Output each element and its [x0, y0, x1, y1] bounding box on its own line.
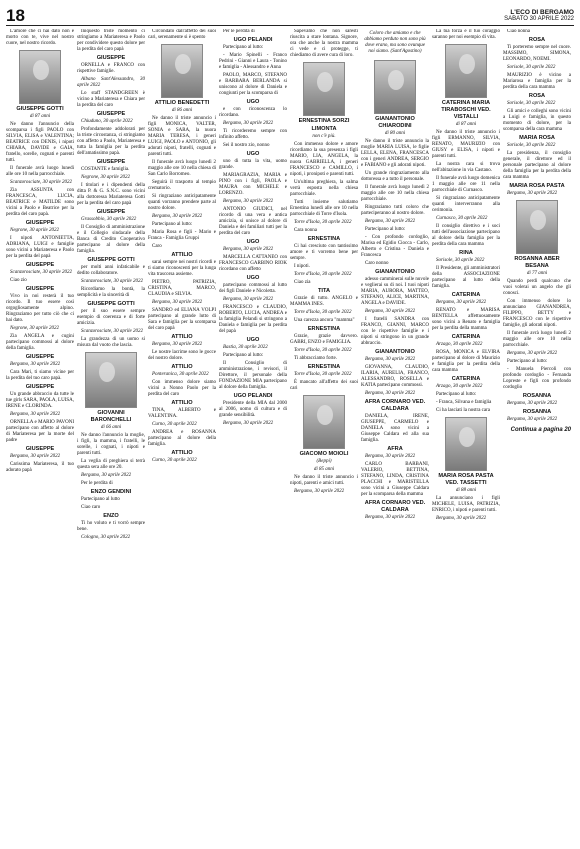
notice-text: Ti ricorderemo sempre con infinito affetto.: [219, 129, 287, 140]
notice-text: Il Presidente, gli amministratori della ASSOCIAZIONE partecipano al lutto della famiglia.: [432, 266, 500, 289]
notice-text: ANTONIO GIUDICI, nel ricordo di una vera e antica amicizia, si unisce al dolore di Daniela e dei familiari tutti per la perdita del caro: [219, 207, 287, 236]
deceased-name: AFRA: [387, 446, 403, 452]
place-date: Torre d'Isola, 30 aprile 2022: [294, 310, 352, 315]
deceased-name: GIUSEPPE: [25, 354, 55, 360]
portrait-photo: [19, 50, 61, 104]
deceased-name: GIOVANNI BARONCHELLI: [90, 410, 132, 423]
notice-text: Grazie, grazie davvero. GABRI, ENZO e FAMIGLIA.: [290, 334, 358, 345]
deceased-name: ROSANNA: [522, 409, 552, 415]
place-date: Negrone, 30 aprile 2022: [10, 228, 59, 233]
deceased-name: GIUSEPPE: [25, 446, 55, 452]
notice-text: uno di tutta la vita, uomo grande.: [219, 159, 287, 170]
deceased-name: GIANANTONIO CHIARODINI: [375, 116, 415, 129]
place-date: Sorisole, 30 aprile 2022: [507, 65, 556, 70]
place-date: Torre d'Isola, 30 aprile 2022: [294, 372, 352, 377]
deceased-name: ATTILIO: [171, 252, 193, 258]
place-date: Bergamo, 30 aprile 2022: [436, 300, 487, 305]
place-date: Torre d'Isola, 30 aprile 2022: [294, 272, 352, 277]
notice-text: La grandezza di un uomo si misura dal vuoto che lascia.: [77, 337, 145, 348]
deceased-name: GIUSEPPE: [96, 159, 126, 165]
place-date: Bergamo, 30 aprile 2022: [507, 191, 558, 196]
notice-text: Ciao caro: [81, 505, 101, 510]
notice-text: Seguirà il trasporto al tempio crematorio.: [148, 180, 216, 191]
age-note: di 86 anni: [171, 108, 193, 113]
deceased-name: ERNESTINA: [307, 236, 341, 242]
notice-text: La presidenza, il consiglio generale, il direttore ed il personale partecipano al dolore della famiglia per la perdita della cara mamma: [503, 151, 571, 180]
notice-text: Con immenso dolore siamo vicini a Nonno Paolo per la perdita del caro: [148, 380, 216, 397]
age-note: di 87 anni: [29, 114, 51, 119]
notice-text: - Manuela Piercoli con profondo cordoglio - Fernanda Lopreste e figli con profondo cordoglio: [503, 367, 571, 390]
deceased-name: GIUSEPPE: [96, 111, 126, 117]
deceased-name: UGO: [246, 337, 260, 343]
place-date: Cologno, 30 aprile 2022: [81, 535, 131, 540]
notice-text: Le nostre lacrime sono le gocce del nostro dolore.: [148, 350, 216, 361]
notice-text: GIOVANNA, CLAUDIO, ILARIA, AURELIA, FRANCO, ALESSANDRO, ROSELLA e KATIA partecipano commossi.: [361, 365, 429, 388]
place-date: Bergamo, 30 aprile 2022: [507, 417, 558, 422]
notice-text: Ti ho voluto e ti vorrò sempre bene.: [77, 521, 145, 532]
deceased-name: CATERINA: [451, 376, 481, 382]
place-date: Negrone, 30 aprile 2022: [10, 326, 59, 331]
notice-text: CARLO BARBANI, VALERIO, BETTINA, STEFANO, LINDA, CRISTINA PLACCHI e MARISTELLA sono vicini a Giuseppe Caldara per la scomparsa della mamma: [361, 462, 429, 497]
notice-text: Cara nonna: [294, 228, 317, 233]
portrait-photo: [303, 395, 345, 449]
deceased-name: GIUSEPPE GOTTI: [87, 301, 135, 307]
notice-text: Quando perdi qualcuno che vuoi volerai un angelo che gli conosci.: [503, 279, 571, 296]
notice-text: Con immenso dolore lo annunciano GIANANDREA, FILIPPO, BETTY e FRANCESCO con le rispettive famiglie, gli adorati nipoti.: [503, 299, 571, 328]
deceased-name: GIUSEPPE GOTTI: [16, 106, 64, 112]
deceased-name: ENZO GENDINI: [90, 489, 132, 495]
place-date: Torre d'Isola, 30 aprile 2022: [294, 348, 352, 353]
notice-text: ROSA, MONICA e ELVIRA partecipano al dolore di Maurizio e famiglia per la perdita della cara mamma: [432, 350, 500, 373]
deceased-name: ERNESTINA SORZI: [298, 118, 350, 124]
place-date: Bergamo, 30 aprile 2022: [152, 214, 203, 219]
notice-text: Ciao zio: [10, 278, 27, 283]
place-date: Bergamo, 30 aprile 2022: [223, 421, 274, 426]
notice-text: Sapevamo che non saresti riuscita a stare lontana. Signore, ora che anche la nostra mamma ci vede e ci protegge, ti chiediamo di avere cura di loro.: [290, 29, 358, 58]
notice-text: Partecipano al lutto:: [436, 392, 477, 397]
place-date: Bergamo, 30 aprile 2022: [10, 412, 61, 417]
column-3: [148, 29, 216, 844]
place-date: Bergamo, 30 aprile 2022: [10, 362, 61, 367]
page-header: [6, 4, 574, 26]
notice-text: È mancato all'affetto dei suoi cari: [290, 380, 358, 391]
place-date: Albano Sant'Alessandro, 30 aprile 2022: [77, 77, 145, 88]
place-date: Bergamo, 30 aprile 2022: [507, 351, 558, 356]
deceased-name: AFRA CORNARO VED. CALDARA: [364, 500, 426, 513]
notice-text: Il Consiglio di amministrazione, i revisori, il Direttore, il personale della FONDAZIONE MIA partecipano al dolore della famiglia.: [219, 361, 287, 390]
notice-text: PAOLO, MARCO, STEFANO e BARBARA BERLANDA si uniscono al dolore di Daniela e congiunti per la scomparsa di: [219, 73, 287, 96]
notice-text: Zia ANGELA e cugini partecipano commossi al dolore della famiglia.: [6, 334, 74, 351]
notice-text: Ci hai cresciuto con tantissimo amore e ti vorremo bene per sempre.: [290, 244, 358, 261]
notice-text: Una carezza ancora "mamma": [294, 318, 355, 323]
notice-text: Per le perdita di: [223, 29, 255, 34]
notice-text: Il funerale avrà luogo lunedì 2 maggio alle ore 10 nella chiesa parrocchiale.: [361, 185, 429, 202]
deceased-name: UGO PELANDI: [233, 393, 273, 399]
place-date: Bergamo, 30 aprile 2022: [294, 489, 345, 494]
notice-text: SANDRO ed ELIANA VOLPI partecipano al grande lutto di Sara e famiglia per la scomparsa del caro papà: [148, 308, 216, 331]
place-date: Sorisole, 30 aprile 2022: [507, 143, 556, 148]
notice-text: e con riconoscenza lo ricordano.: [219, 107, 287, 118]
deceased-name: GIUSEPPE: [25, 286, 55, 292]
deceased-name: LIMONTA: [311, 126, 337, 132]
notice-text: I nipoti.: [294, 264, 310, 269]
place-date: Arzago, 30 aprile 2022: [436, 384, 483, 389]
notice-text: Partecipano al lutto: [81, 497, 120, 502]
notice-text: Partecipano al lutto:: [223, 353, 264, 358]
notice-text: Partecipano al lutto:: [223, 45, 264, 50]
place-date: Bergamo, 30 aprile 2022: [152, 342, 203, 347]
notice-text: Il consiglio direttivo e i soci tutti dell'associazione partecipano al dolore della famiglia per la perdita della cara mamma: [432, 224, 500, 247]
notice-text: adesso camminerai sulle nuvole e veglierai su di noi. I tuoi nipoti MARIA, AURORA, MATTEO, STEFANO, ALICE, MARTINA, ANGELA e DAVIDE.: [361, 277, 429, 306]
deceased-name: ATTILIO BENEDETTI: [154, 100, 210, 106]
deceased-name: GIUSEPPE: [25, 384, 55, 390]
notice-text: Per le perdita di: [81, 481, 113, 486]
notice-text: MAURIZIO è vicino a Mariarosa e famiglia per la perdita della cara mamma: [503, 73, 571, 90]
notice-text: sarai sempre nei nostri ricordi e ti siamo riconoscenti per la lunga vita trascorsa assieme.: [148, 260, 216, 277]
notice-text: MARCELLA CATTANEO con FRANCESCO GARBINO RIOK ricordano con affetto: [219, 255, 287, 272]
place-date: Bergamo, 30 aprile 2022: [223, 199, 274, 204]
deceased-name: MARIA ROSA PASTA VED. TASSETTI: [438, 473, 494, 486]
place-date: Bergamo, 30 aprile 2022: [223, 297, 274, 302]
place-date: Bergamo, 30 aprile 2022: [152, 300, 203, 305]
column-1: [6, 29, 74, 844]
notice-text: Partecipano al lutto:: [152, 222, 193, 227]
deceased-name: GIANANTONIO: [375, 269, 415, 275]
place-date: Curno, 30 aprile 2022: [152, 458, 197, 463]
place-date: Scanzorosciate, 30 aprile 2022: [81, 279, 144, 284]
notice-text: Ti abbracciamo forte.: [294, 356, 337, 361]
place-date: Torre d'Isola, 30 aprile 2022: [294, 220, 352, 225]
place-date: Bergamo, 30 aprile 2022: [365, 309, 416, 314]
place-date: Bergamo, 30 aprile 2022: [365, 454, 416, 459]
deceased-name: GIUSEPPE: [25, 262, 55, 268]
notice-text: Si ringraziano anticipatamente quanti interverranno alla cerimonia.: [432, 196, 500, 213]
notice-text: Il funerale avrà luogo lunedì 2 maggio alle ore 10 nella parrocchiale.: [503, 331, 571, 348]
portrait-photo: [161, 44, 203, 98]
notice-text: Ne danno il triste annuncio i figli MONICA, VALTER, SONIA e SARA, la nuora MARIA TERESA, i generi LUIGI, PAOLO e ANTONIO, gli adorati nipoti, fratelli, cognati e parenti tutti.: [148, 116, 216, 157]
place-date: Curno, 30 aprile 2022: [152, 422, 197, 427]
notice-text: Gli amici e colleghi sono vicini a Luigi e famiglia, in questo momento di dolore, per la scomparsa della cara mamma: [503, 109, 571, 132]
notice-text: I fratelli SANDRA con FRANCO, GIANNI, MARCO con le rispettive famiglie e i nipoti si stringono in un grande abbraccio.: [361, 317, 429, 346]
portrait-photo: [445, 44, 487, 98]
deceased-name: ROSA: [528, 37, 546, 43]
notice-text: Il funerale avrà luogo lunedì alle ore 10 nella parrocchiale.: [6, 166, 74, 177]
notice-text: I titolari e i dipendenti della ditta P. & G. S.N.C. sono vicini alla dottoressa Mariateresa Gotti per la perdita del caro papà: [77, 183, 145, 206]
notice-text: Il funerale avrà luogo domenica 1 maggio alle ore 11 nella parrocchiale di Curnasco.: [432, 176, 500, 193]
notice-text: COSTANTE e famiglia.: [81, 167, 130, 172]
notice-text: - Con profondo cordoglio, Marisa ed Egidio Ciocca - Carlo, Alberto e Cristina - Daniela e Francesca: [361, 235, 429, 258]
portrait-photo: [374, 60, 416, 114]
deceased-name: ROSANNA: [522, 393, 552, 399]
age-note: di 66 anni: [100, 425, 122, 430]
notice-text: Caro: [152, 244, 162, 249]
age-note: di 77 anni: [526, 271, 548, 276]
notice-text: Cara Mari, ti siamo vicine per la perdita del tuo caro papà.: [6, 370, 74, 381]
notice-text: Il Consiglio di amministrazione e il Collegio sindacale della Banca di Credito Cooperativo partecipano al dolore della famiglia.: [77, 225, 145, 254]
deceased-name: UGO: [246, 239, 260, 245]
notice-text: TINA, ALBERTO e VALENTINA.: [148, 408, 216, 419]
deceased-name: CATERINA: [451, 292, 481, 298]
column-2: [77, 29, 145, 844]
notice-text: Grazie di tutto. ANGELO e MAMMA INES.: [290, 296, 358, 307]
column-7: [432, 29, 500, 844]
deceased-name: UGO: [246, 151, 260, 157]
deceased-name: UGO: [246, 99, 260, 105]
notice-text: ORNELLA e FRANCO con rispettive famiglie.: [77, 63, 145, 74]
deceased-name: ROSANNA ABER BESANA: [514, 256, 560, 269]
deceased-name: ROSA: [528, 93, 546, 99]
notice-text: per molti anni infaticabile e dedito collaboratore.: [77, 265, 145, 276]
column-5: [290, 29, 358, 844]
deceased-name: GIUSEPPE: [25, 220, 55, 226]
deceased-name: ATTILIO: [171, 334, 193, 340]
notice-text: Un'ultima preghiera, la salma verrà esposta nella chiesa parrocchiale.: [290, 180, 358, 197]
notice-text: Partecipano al lutto:: [507, 359, 548, 364]
notice-text: Presidente della MIA dal 2000 al 2006, uomo di cultura e di grande sensibilità.: [219, 401, 287, 418]
age-note: non c'è più.: [312, 134, 336, 139]
page-number: 18: [6, 6, 25, 25]
deceased-name: ATTILIO: [171, 400, 193, 406]
deceased-name: TITA: [317, 288, 330, 294]
masthead: [504, 9, 574, 25]
epigraph-quote: Coloro che amiamo e che abbiamo perduto non sono più dove erano, ma sono ovunque noi siamo. (Sant'Agostino): [364, 31, 426, 54]
notice-text: Ti porteremo sempre nel cuore. MASSIMO, SIMONA, LEONARDO, NOEMI.: [503, 45, 571, 62]
notice-text: Vivo in noi resterà il tuo ricordo. Il tuo essere così orgogliosamente alpino. Ringraziamo per tutto ciò che ci hai dato.: [6, 294, 74, 323]
notice-text: La annunciano i figli MICHELE, LUISA, PATRIZIA, ENRICO, i nipoti e parenti tutti.: [432, 496, 500, 513]
notice-text: Lo staff STANDGREEN è vicino a Mariateresa e Chiara per la perdita del caro: [77, 91, 145, 108]
notice-text: PIETRO, PATRIZIA, CRISTINA, MARCO, CLAUDIA e SILVIA.: [148, 280, 216, 297]
notice-text: Ne danno il triste annuncio i nipoti, parenti e amici tutti.: [290, 475, 358, 486]
notice-text: Con immenso dolore e amore ricordiamo la sua presenza i figli MARIO, LIA, ANGELA, la nuora GABRIELLA, i generi FRANCESCO e CAMILLO, i nipoti, i pronipoti e parenti tutti.: [290, 142, 358, 177]
issue-date: SABATO 30 APRILE 2022: [504, 16, 574, 22]
notice-text: Zia ASSUNTA con FRANCESCA, LUCIA, BEATRICE e MATILDE sono vicini a Paolo e Beatrice per la perdita del caro papà.: [6, 188, 74, 217]
notice-text: DANIELA, IRENE, GIUSEPPE, CARMELO e DANIELA sono vicini a Giuseppe Caldara ed alla sua famiglia.: [361, 414, 429, 443]
notice-text: Ne danno l'annuncio la moglie, i figli, la mamma, i fratelli, le sorelle, i cognati, i nipoti e parenti tutti.: [77, 433, 145, 456]
notice-text: Iniquesto triste momento ci stringiamo a Mariateresa e Paolo per condividere questo dolore per la perdita del caro papà: [77, 29, 145, 52]
place-date: Scanzorosciate, 30 aprile 2022: [81, 329, 144, 334]
age-note: di 88 anni: [455, 488, 477, 493]
place-date: Bergamo, 30 aprile 2022: [81, 473, 132, 478]
obituary-columns: [6, 26, 574, 844]
age-note: di 87 anni: [455, 122, 477, 127]
place-date: Sorisole, 30 aprile 2022: [436, 258, 485, 263]
notice-text: Ne danno il triste annuncio la moglie MARIA LUISA, le figlie LELLA, ELENA, FRANCESCA con i generi ANDREA, SERGIO e FABIANO e gli adorati nipoti.: [361, 139, 429, 168]
place-date: Bergamo, 30 aprile 2022: [436, 516, 487, 521]
deceased-name: GIUSEPPE: [96, 55, 126, 61]
notice-text: Ci ha lasciati la nostra cara: [436, 408, 491, 413]
deceased-name: RINA: [459, 250, 473, 256]
place-date: Bergamo, 30 aprile 2022: [365, 357, 416, 362]
deceased-name: ERNESTINA: [307, 326, 341, 332]
notice-text: I nipoti ANTONIETTA, ADRIANA, LUIGI e famiglie sono vicini a Mariateresa e Paolo per la perdita del papà: [6, 236, 74, 259]
notice-text: RENATO e MARISA BENTELLA affettuosamente sono vicini a Renato e famiglia per la perdita della mamma: [432, 308, 500, 331]
deceased-name: ATTILIO: [171, 450, 193, 456]
paper-name: L'ECO DI BERGAMO: [510, 9, 574, 16]
notice-text: Ringraziamo tutti coloro che parteciperanno al nostro dolore.: [361, 205, 429, 216]
notice-text: Un grande ringraziamento alla dottoressa e a tutto il personale.: [361, 171, 429, 182]
place-date: Bergamo, 30 aprile 2022: [507, 401, 558, 406]
deceased-name: ATTILIO: [171, 364, 193, 370]
deceased-name: ENZO: [103, 513, 119, 519]
notice-text: La tua forza e il tuo coraggio saranno per noi esempio di vita.: [432, 29, 500, 40]
place-date: Bastia, 30 aprile 2022: [223, 345, 268, 350]
place-date: Curnasco, 30 aprile 2022: [436, 216, 488, 221]
place-date: Negrone, 30 aprile 2022: [81, 175, 130, 180]
place-date: Bergamo, 30 aprile 2022: [223, 121, 274, 126]
continued-note: Continua a pagina 20: [510, 427, 571, 433]
age-note: (Beppi): [316, 459, 332, 464]
deceased-name: CATERINA: [451, 334, 481, 340]
column-8: [503, 29, 571, 844]
notice-text: partecipano commossi al lutto dei figli Daniele e Nicoletta.: [219, 283, 287, 294]
deceased-name: GIUSEPPE: [96, 209, 126, 215]
place-date: Bergamo, 30 aprile 2022: [365, 515, 416, 520]
place-date: Grassobbio, 30 aprile 2022: [81, 217, 137, 222]
place-date: Sorisole, 30 aprile 2022: [507, 101, 556, 106]
portrait-photo: [445, 417, 487, 471]
place-date: Bergamo, 30 aprile 2022: [10, 454, 61, 459]
age-note: di 80 anni: [384, 131, 406, 136]
deceased-name: GIUSEPPE GOTTI: [87, 257, 135, 263]
place-date: Scanzorosciate, 30 aprile 2022: [10, 270, 73, 275]
place-date: Bergamo, 30 aprile 2022: [223, 247, 274, 252]
notice-text: Circondato dall'affetto dei suoi cari, serenamente si è spento: [148, 29, 216, 40]
portrait-photo: [85, 352, 137, 408]
portrait-photo: [303, 62, 345, 116]
notice-text: La veglia di preghiera si terrà questa sera alle ore 20.: [77, 459, 145, 470]
notice-text: ANDREA e ROSANNA partecipano al dolore della famiglia.: [148, 430, 216, 447]
notice-text: Ne danno il triste annuncio i figli ERMANNO, SILVIA, RENATO, MAURIZIO con GIUSY e ELISA, i nipoti e parenti tutti.: [432, 130, 500, 159]
notice-text: Ciao zia: [294, 280, 311, 285]
deceased-name: UGO: [246, 275, 260, 281]
age-note: di 85 anni: [313, 467, 335, 472]
column-4: [219, 29, 287, 844]
notice-text: Ne danno l'annuncio della scomparsa i figli PAOLO con SILVIA, ELISA e VALENTINA; BEATRICE con DENIS, i nipoti CHIARA, DAVIDE e GAIA, fratello, sorelle, cognati e parenti tutti.: [6, 122, 74, 163]
deceased-name: GIACOMO MOIOLI: [299, 451, 349, 457]
place-date: Arzago, 30 aprile 2022: [436, 342, 483, 347]
notice-text: Si ringraziano anticipatamente quanti vorranno prendere parte al nostro dolore.: [148, 194, 216, 211]
notice-text: Partecipano al lutto:: [365, 227, 406, 232]
notice-text: Tutti insieme salutiamo Ernestina lunedì alle ore 10 nella parrocchiale di Torre d'Isola.: [290, 200, 358, 217]
deceased-name: GIANANTONIO: [375, 349, 415, 355]
place-date: Ponteranica, 30 aprile 2022: [152, 372, 209, 377]
notice-text: Ricordiamo la bontà, la semplicità e la sincerità di: [77, 287, 145, 298]
deceased-name: MARIA ROSA: [519, 135, 555, 141]
place-date: Scanzorosciate, 30 aprile 2022: [10, 180, 73, 185]
notice-text: MARIAGRAZIA, MARIA e PINO con i figli, PAOLA e MAURA con MICHELE e LORENZO.: [219, 173, 287, 196]
deceased-name: UGO PELANDI: [233, 37, 273, 43]
place-date: Chiuduno, 30 aprile 2022: [81, 119, 133, 124]
deceased-name: AFRA CORNARO VED. CALDARA: [364, 399, 426, 412]
notice-text: FRANCESCO e CLAUDIO, ROBERTO, LUCIA, ANDREA e la famiglia Pelandi si stringono a Daniela e famiglia per la perdita del papà: [219, 305, 287, 334]
notice-text: - Franca, Silvana e famiglia: [436, 400, 492, 405]
portrait-photo: [516, 200, 558, 254]
place-date: Bergamo, 30 aprile 2022: [365, 391, 416, 396]
notice-text: Ciao nonna: [507, 29, 530, 34]
notice-text: Profondamente addolorati per la triste circostanza, ci stringiamo con affetto a Paolo, Mariateresa e tutta la famiglia per la perdita dell'amatissimo papà.: [77, 127, 145, 156]
notice-text: Il funerale avrà luogo lunedì 2 maggio alle ore 10 nella chiesa di San Carlo Borromeo.: [148, 160, 216, 177]
column-6: [361, 29, 429, 844]
deceased-name: CATERINA MARIA TIRABOSCHI VED. VISTALLI: [441, 100, 491, 120]
notice-text: ORNELLA e MARIO PAVONI partecipano con affetto al dolore di Mariateresa per la morte del padre: [6, 420, 74, 443]
deceased-name: MARIA ROSA PASTA: [509, 183, 565, 189]
notice-text: Carissima Mariateresa, il tuo adorato papà: [6, 462, 74, 473]
notice-text: Sei il nostro zio, nonno: [223, 143, 270, 148]
notice-text: La nostra cara si trova nell'abitazione in via Castano.: [432, 162, 500, 173]
notice-text: - Mario Spinelli - Franco Pedrini - Gianni e Laura - Tonino e famiglia - Alessandro e Anna: [219, 53, 287, 70]
notice-text: Maria Rosa e figli - Mario e Franca - Famiglia Gruppi: [148, 230, 216, 241]
deceased-name: ERNESTINA: [307, 364, 341, 370]
notice-text: L'amore che ci hai dato non è morto con te, vive nel nostro cuore, nel nostro ricordo.: [6, 29, 74, 46]
place-date: Bergamo, 30 aprile 2022: [365, 219, 416, 224]
notice-text: Caro nonno: [365, 261, 389, 266]
notice-text: Un grande abbraccio da tutte le tue girls SARA, PAOLA, LUISA, IRENE e CLORINDA.: [6, 392, 74, 409]
notice-text: per il suo essere sempre esempio di coerenza e di forte amicizia.: [77, 309, 145, 326]
